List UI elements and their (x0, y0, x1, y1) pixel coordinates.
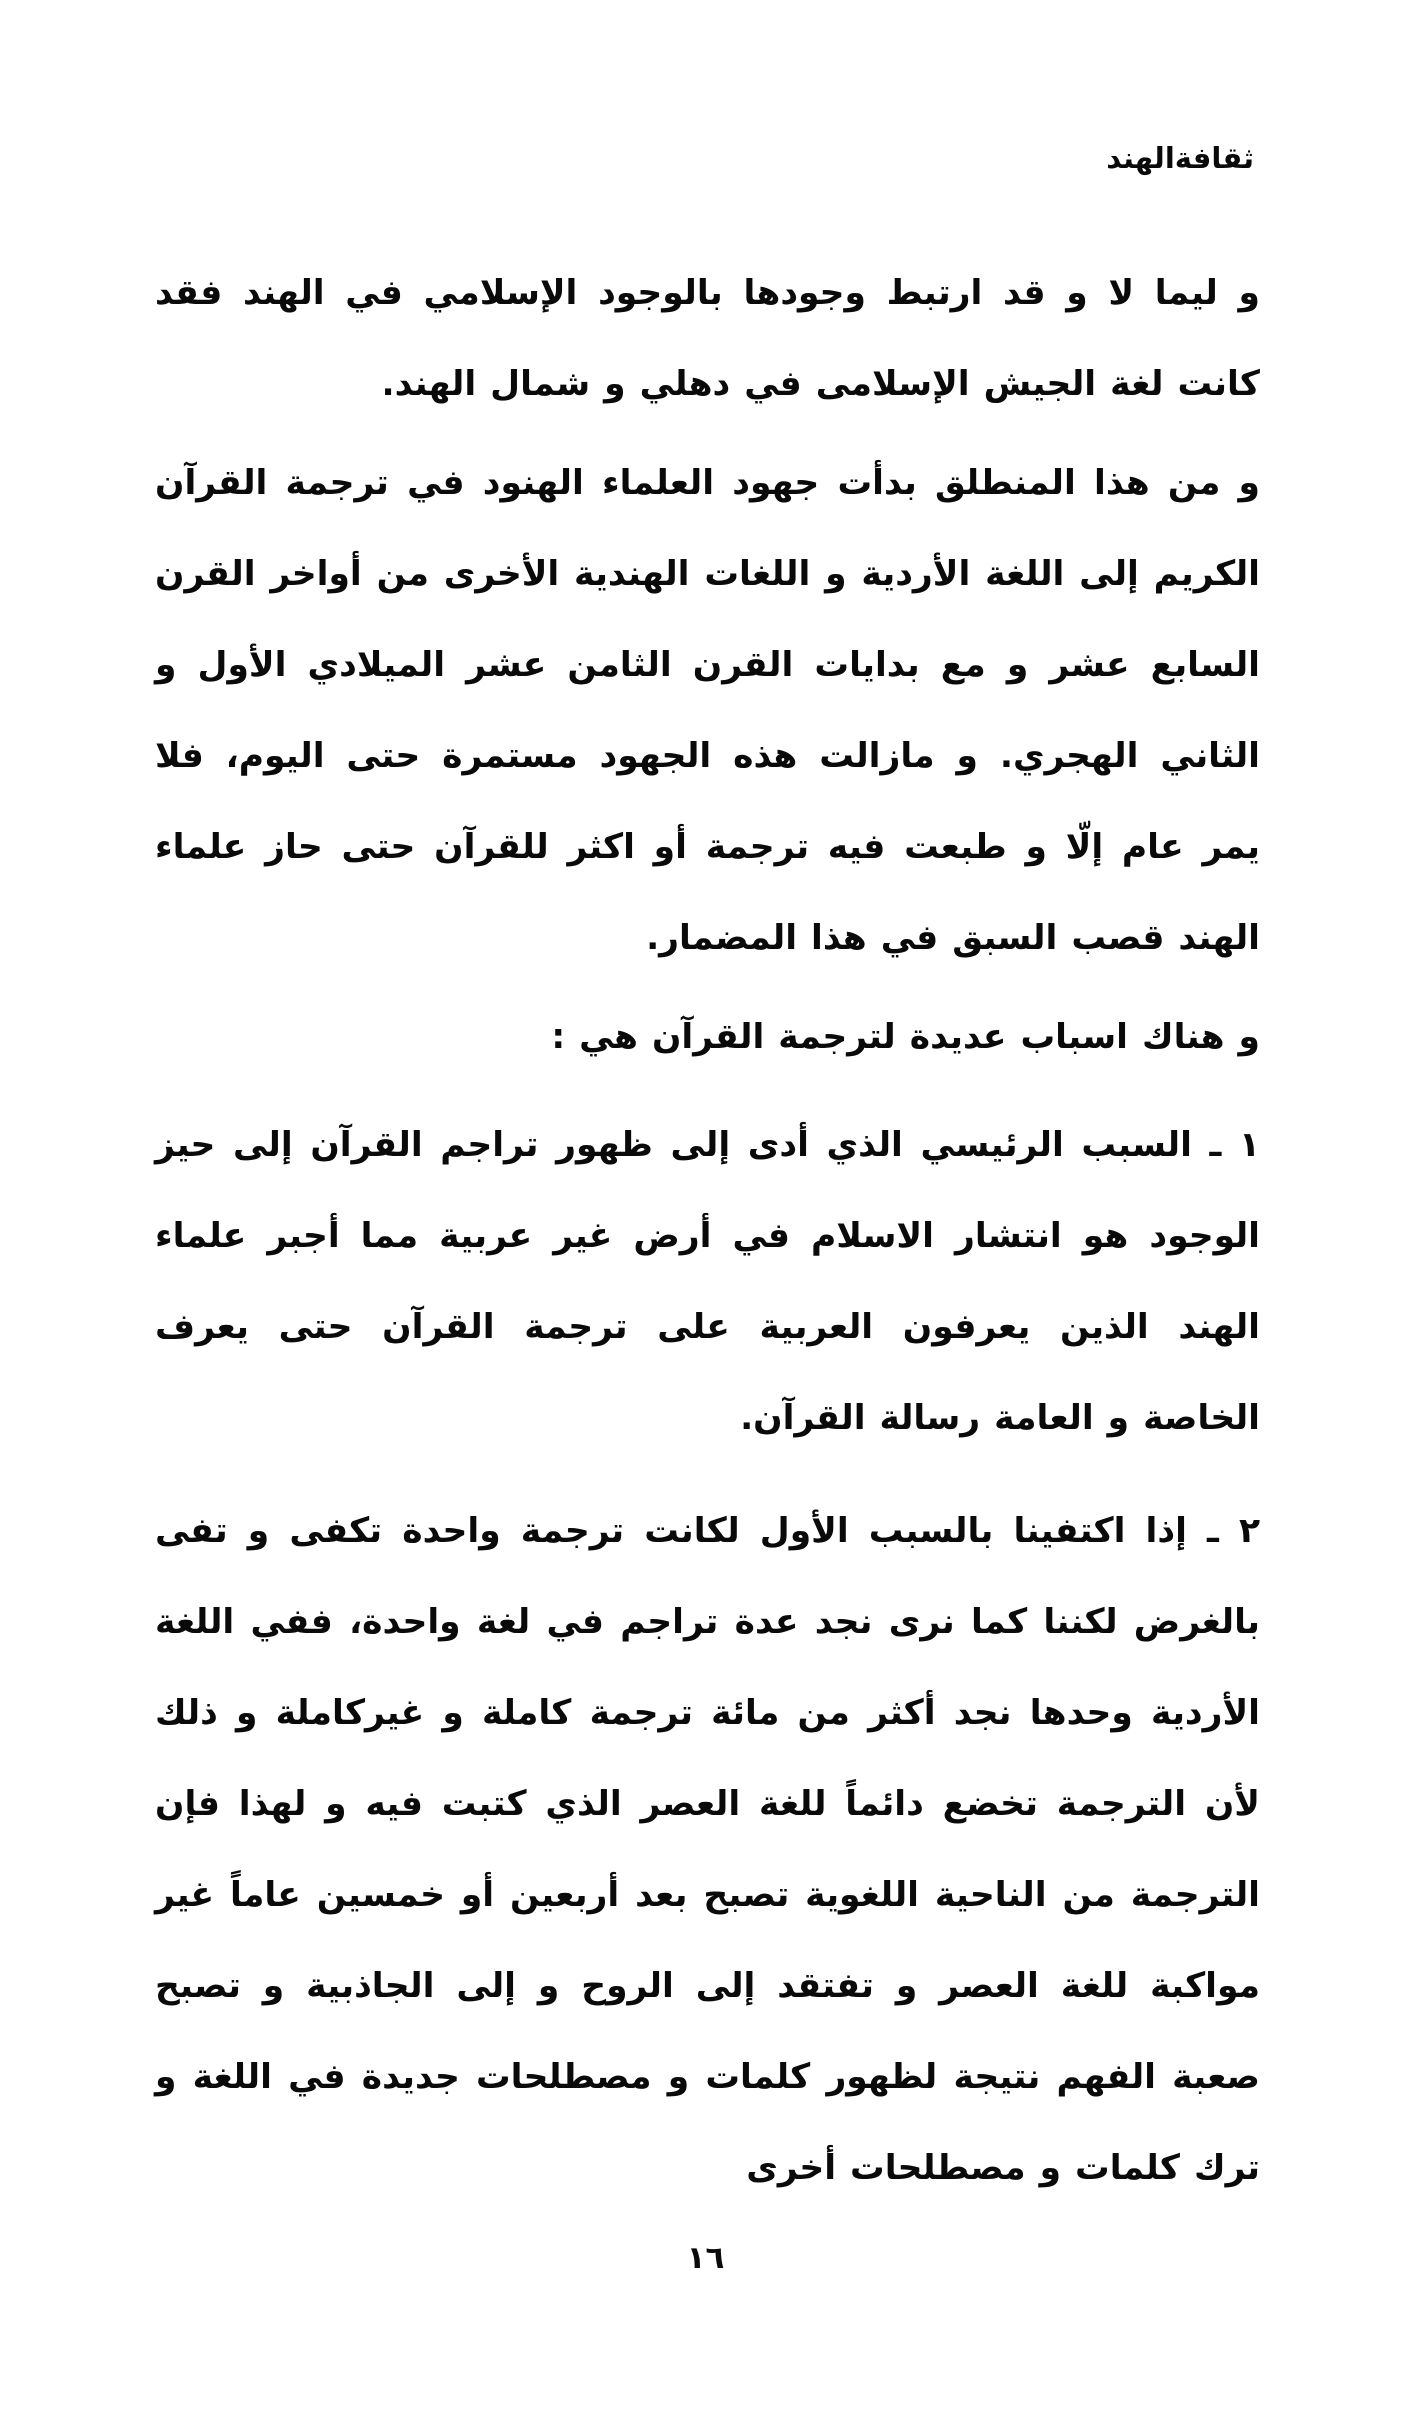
paragraph-reason-two: ٢ ـ إذا اكتفينا بالسبب الأول لكانت ترجمة واحدة تكفى و تفى بالغرض لكننا كما نرى نجد عدة تراجم في لغة واحدة، ففي اللغة الأردية وحدها نجد أكثر من مائة ترجمة كاملة و غيركاملة و ذلك لأن الترجمة تخضع دائماً للغة العصر الذي كتبت فيه و لهذا فإن الترجمة من الناحية اللغوية تصبح بعد أربعين أو خمسين عاماً غير مواكبة للغة العصر و تفتقد إلى الروح و إلى الجاذبية و تصبح صعبة الفهم نتيجة لظهور كلمات و مصطلحات جديدة في اللغة و ترك كلمات و مصطلحات أخرى (155, 1511, 1260, 2188)
page-number: ١٦ (686, 2240, 725, 2276)
paragraph-translation-efforts: و من هذا المنطلق بدأت جهود العلماء الهنود في ترجمة القرآن الكريم إلى اللغة الأردية و اللغات الهندية الأخرى من أواخر القرن السابع عشر و مع بدايات القرن الثامن عشر الميلادي الأول و الثاني الهجري. و مازالت هذه الجهود مستمرة حتى اليوم، فلا يمر عام إلّا و طبعت فيه ترجمة أو اكثر للقرآن حتى حاز علماء الهند قصب السبق في هذا المضمار. (155, 463, 1260, 958)
paragraph-reason-one: ١ ـ السبب الرئيسي الذي أدى إلى ظهور تراجم القرآن إلى حيز الوجود هو انتشار الاسلام في أرض غير عربية مما أجبر علماء الهند الذين يعرفون العربية على ترجمة القرآن حتى يعرف الخاصة و العامة رسالة القرآن. (155, 1125, 1260, 1438)
body-text (155, 248, 1260, 2214)
running-header: ثقافةالهند (1106, 141, 1254, 175)
paragraph-reasons-heading: و هناك اسباب عديدة لترجمة القرآن هي : (551, 1017, 1260, 1057)
paragraph-language-of-army: و ليما لا و قد ارتبط وجودها بالوجود الإسلامي في الهند فقد كانت لغة الجيش الإسلامى في دهلي و شمال الهند. (155, 273, 1260, 404)
